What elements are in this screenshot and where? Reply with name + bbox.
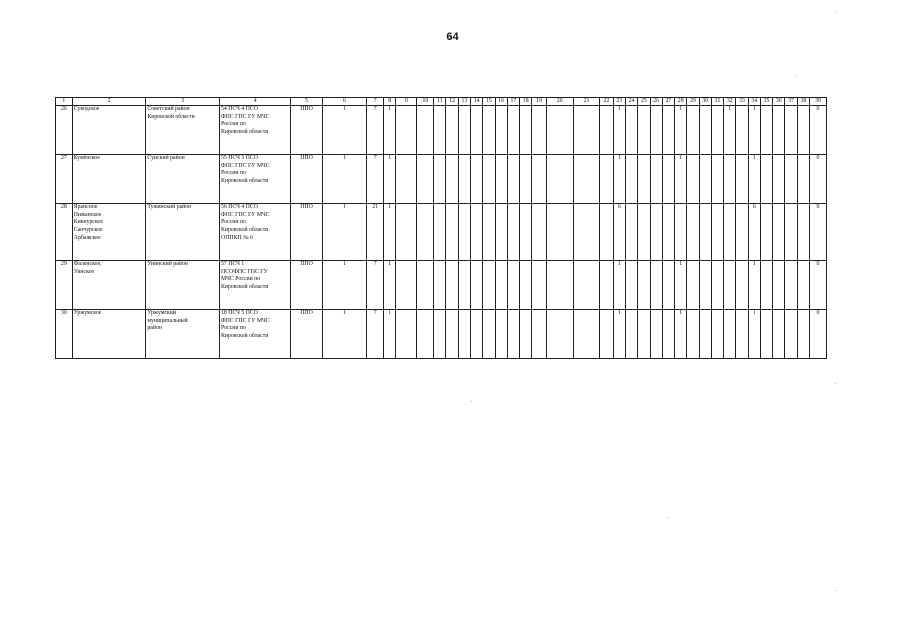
cell-col-18	[520, 310, 532, 359]
cell-col-25	[638, 261, 650, 310]
cell-line: Фаленское,	[73, 261, 102, 267]
cell-col-12	[446, 155, 458, 204]
cell-line: Кумёнское	[73, 155, 100, 161]
cell-line: Уржумский	[147, 310, 176, 316]
column-header-19: 19	[532, 98, 547, 106]
cell-col-24	[626, 204, 638, 261]
column-header-30: 30	[699, 98, 711, 106]
column-header-25: 25	[638, 98, 650, 106]
cell-col-37	[785, 204, 797, 261]
cell-col-36	[773, 155, 785, 204]
table-row	[56, 310, 827, 359]
cell-col-4	[220, 261, 291, 310]
cell-col-24	[626, 310, 638, 359]
page-number: 64	[446, 31, 459, 43]
column-header-15: 15	[483, 98, 495, 106]
cell-col-28: 1	[675, 310, 687, 359]
cell-col-13	[458, 310, 470, 359]
cell-col-39: 0	[809, 261, 826, 310]
column-header-26: 26	[650, 98, 662, 106]
cell-col-39: 0	[809, 204, 826, 261]
cell-col-16	[495, 155, 507, 204]
cell-line: МЧС России по	[221, 276, 261, 283]
cell-col-39: 0	[809, 155, 826, 204]
cell-col-14	[471, 204, 483, 261]
cell-col-34: 6	[748, 204, 760, 261]
column-header-12: 12	[446, 98, 458, 106]
cell-col-17	[507, 261, 519, 310]
column-header-28: 28	[675, 98, 687, 106]
cell-col-33	[736, 310, 748, 359]
cell-col-29	[687, 261, 699, 310]
cell-col-30	[699, 204, 711, 261]
cell-col-21	[573, 155, 600, 204]
cell-col-25	[638, 155, 650, 204]
cell-line: ПСОФПС ГПС ГУ	[221, 268, 268, 275]
column-header-6: 6	[322, 98, 367, 106]
cell-col-1: 29	[56, 261, 73, 310]
cell-col-19	[532, 106, 547, 155]
cell-line: России по	[221, 325, 246, 332]
cell-col-30	[699, 261, 711, 310]
cell-col-31	[711, 261, 723, 310]
cell-col-5: ППО	[291, 155, 322, 204]
column-header-21: 21	[573, 98, 600, 106]
cell-col-36	[773, 204, 785, 261]
cell-col-13	[458, 204, 470, 261]
table-row	[56, 106, 827, 155]
cell-col-38	[797, 310, 809, 359]
cell-col-16	[495, 310, 507, 359]
cell-col-7: 7	[367, 106, 384, 155]
table-row	[56, 204, 827, 261]
column-header-24: 24	[626, 98, 638, 106]
cell-col-10	[417, 204, 434, 261]
cell-col-32	[724, 310, 736, 359]
cell-col-8: 1	[384, 204, 396, 261]
column-header-4: 4	[220, 98, 291, 106]
cell-col-32: 1	[724, 106, 736, 155]
cell-col-18	[520, 204, 532, 261]
cell-col-23: 1	[613, 106, 625, 155]
cell-col-26	[650, 106, 662, 155]
cell-col-12	[446, 261, 458, 310]
cell-col-16	[495, 204, 507, 261]
cell-col-30	[699, 155, 711, 204]
cell-col-25	[638, 204, 650, 261]
cell-line: Санчурское	[73, 226, 103, 233]
cell-col-31	[711, 310, 723, 359]
cell-col-14	[471, 155, 483, 204]
cell-col-38	[797, 106, 809, 155]
cell-col-33	[736, 155, 748, 204]
cell-col-25	[638, 310, 650, 359]
cell-col-2	[72, 310, 146, 359]
cell-col-15	[483, 106, 495, 155]
cell-col-5: ППО	[291, 310, 322, 359]
cell-col-15	[483, 155, 495, 204]
cell-line: России по	[221, 121, 246, 128]
cell-line: Кировской области	[147, 113, 195, 120]
column-header-9: 9	[396, 98, 417, 106]
cell-col-28	[675, 204, 687, 261]
cell-col-4	[220, 310, 291, 359]
cell-col-26	[650, 155, 662, 204]
cell-col-9	[396, 106, 417, 155]
cell-col-7: 7	[367, 155, 384, 204]
cell-col-6: 1	[322, 310, 367, 359]
cell-line: ФПС ГПС ГУ МЧС	[221, 317, 270, 324]
cell-col-20	[546, 106, 573, 155]
column-header-38: 38	[797, 98, 809, 106]
cell-col-34: 1	[748, 310, 760, 359]
cell-col-8: 1	[384, 310, 396, 359]
column-header-11: 11	[434, 98, 446, 106]
cell-col-37	[785, 261, 797, 310]
cell-col-28: 1	[675, 261, 687, 310]
cell-col-12	[446, 106, 458, 155]
cell-col-26	[650, 204, 662, 261]
cell-col-22	[600, 106, 613, 155]
cell-col-19	[532, 204, 547, 261]
cell-col-16	[495, 261, 507, 310]
cell-col-6: 1	[322, 204, 367, 261]
cell-col-23: 6	[613, 204, 625, 261]
cell-col-11	[434, 310, 446, 359]
cell-col-21	[573, 204, 600, 261]
cell-col-19	[532, 155, 547, 204]
column-header-32: 32	[724, 98, 736, 106]
cell-col-27	[662, 106, 674, 155]
cell-col-11	[434, 204, 446, 261]
cell-col-17	[507, 204, 519, 261]
cell-line: Уржумское	[73, 310, 102, 316]
cell-col-38	[797, 204, 809, 261]
header-row	[56, 98, 827, 106]
column-header-31: 31	[711, 98, 723, 106]
column-header-36: 36	[773, 98, 785, 106]
cell-col-21	[573, 310, 600, 359]
column-header-34: 34	[748, 98, 760, 106]
cell-line: Кировской области	[221, 332, 269, 339]
cell-col-14	[471, 106, 483, 155]
cell-col-8: 1	[384, 261, 396, 310]
cell-col-28: 1	[675, 155, 687, 204]
table-row	[56, 155, 827, 204]
cell-col-29	[687, 106, 699, 155]
cell-col-1: 26	[56, 106, 73, 155]
cell-line: Унинский район	[147, 261, 188, 267]
cell-line: Сунский район	[147, 155, 185, 161]
cell-col-29	[687, 310, 699, 359]
cell-line: 18 ПСЧ 5 ПСО	[221, 310, 258, 316]
cell-col-28: 1	[675, 106, 687, 155]
cell-col-20	[546, 310, 573, 359]
cell-col-24	[626, 106, 638, 155]
cell-col-22	[600, 261, 613, 310]
cell-col-29	[687, 204, 699, 261]
cell-line: Суводское	[73, 106, 100, 112]
cell-line: Уинское	[73, 268, 95, 275]
cell-col-35	[760, 106, 772, 155]
cell-col-17	[507, 310, 519, 359]
cell-col-5: ППО	[291, 106, 322, 155]
cell-col-20	[546, 204, 573, 261]
cell-col-23: 1	[613, 155, 625, 204]
cell-col-10	[417, 106, 434, 155]
cell-line: Кикнурское	[73, 219, 104, 226]
cell-line: ФПС ГПС ГУ МЧС	[221, 211, 270, 218]
cell-col-32	[724, 155, 736, 204]
cell-line: ФПС ГПС ГУ МЧС	[221, 162, 270, 169]
cell-col-34: 1	[748, 155, 760, 204]
cell-col-24	[626, 155, 638, 204]
cell-col-13	[458, 155, 470, 204]
cell-col-33	[736, 261, 748, 310]
cell-col-7: 7	[367, 261, 384, 310]
cell-line: муниципальный	[147, 317, 188, 324]
column-header-22: 22	[600, 98, 613, 106]
cell-col-9	[396, 155, 417, 204]
column-header-7: 7	[367, 98, 384, 106]
cell-col-31	[711, 155, 723, 204]
cell-line: Кировской области	[221, 128, 269, 135]
column-header-17: 17	[507, 98, 519, 106]
cell-col-37	[785, 106, 797, 155]
cell-col-8: 1	[384, 106, 396, 155]
cell-col-13	[458, 106, 470, 155]
cell-col-32	[724, 204, 736, 261]
cell-col-25	[638, 106, 650, 155]
cell-col-36	[773, 106, 785, 155]
cell-line: Пижанское	[73, 211, 102, 218]
cell-line: Кировской области	[221, 283, 269, 290]
cell-col-27	[662, 155, 674, 204]
cell-col-27	[662, 310, 674, 359]
cell-col-39: 0	[809, 310, 826, 359]
column-header-27: 27	[662, 98, 674, 106]
column-header-14: 14	[471, 98, 483, 106]
cell-line: Ярансное	[73, 204, 98, 210]
cell-col-37	[785, 310, 797, 359]
cell-line: 57 ПСЧ 1	[221, 261, 245, 267]
column-header-33: 33	[736, 98, 748, 106]
cell-col-34: 1	[748, 106, 760, 155]
cell-line: Тужинский район	[147, 204, 192, 210]
column-header-18: 18	[520, 98, 532, 106]
data-table	[55, 97, 827, 359]
cell-col-35	[760, 261, 772, 310]
cell-col-22	[600, 155, 613, 204]
cell-col-35	[760, 310, 772, 359]
column-header-5: 5	[291, 98, 322, 106]
cell-line: 56 ПСЧ 4 ПСО	[221, 204, 258, 210]
cell-col-35	[760, 204, 772, 261]
cell-col-21	[573, 106, 600, 155]
column-header-16: 16	[495, 98, 507, 106]
cell-col-10	[417, 261, 434, 310]
cell-line: район	[147, 325, 162, 332]
cell-col-12	[446, 310, 458, 359]
cell-col-17	[507, 106, 519, 155]
column-header-20: 20	[546, 98, 573, 106]
cell-col-35	[760, 155, 772, 204]
cell-line: ФПС ГПС ГУ МЧС	[221, 113, 270, 120]
cell-col-38	[797, 261, 809, 310]
cell-line: России по	[221, 219, 246, 226]
cell-col-33	[736, 106, 748, 155]
cell-col-17	[507, 155, 519, 204]
cell-col-5: ППО	[291, 204, 322, 261]
cell-col-1: 27	[56, 155, 73, 204]
column-header-3: 3	[146, 98, 220, 106]
cell-col-21	[573, 261, 600, 310]
cell-col-19	[532, 261, 547, 310]
cell-col-24	[626, 261, 638, 310]
cell-col-1: 30	[56, 310, 73, 359]
column-header-29: 29	[687, 98, 699, 106]
column-header-39: 39	[809, 98, 826, 106]
cell-line: Кировской области	[221, 226, 269, 233]
cell-col-11	[434, 106, 446, 155]
cell-col-14	[471, 310, 483, 359]
cell-col-6: 1	[322, 261, 367, 310]
cell-col-31	[711, 106, 723, 155]
cell-col-3	[146, 204, 220, 261]
cell-col-18	[520, 106, 532, 155]
cell-col-2	[72, 155, 146, 204]
cell-col-30	[699, 106, 711, 155]
cell-col-31	[711, 204, 723, 261]
cell-col-18	[520, 155, 532, 204]
cell-col-5: ППО	[291, 261, 322, 310]
cell-col-14	[471, 261, 483, 310]
cell-col-23: 1	[613, 261, 625, 310]
cell-line: России по	[221, 170, 246, 177]
cell-col-2	[72, 106, 146, 155]
cell-col-8: 1	[384, 155, 396, 204]
cell-col-10	[417, 310, 434, 359]
cell-line: Кировской области	[221, 177, 269, 184]
column-header-13: 13	[458, 98, 470, 106]
cell-col-22	[600, 204, 613, 261]
cell-col-4	[220, 106, 291, 155]
cell-col-37	[785, 155, 797, 204]
cell-col-3	[146, 106, 220, 155]
cell-line: 55 ПСЧ 5 ПСО	[221, 155, 258, 161]
cell-col-1: 28	[56, 204, 73, 261]
cell-col-7: 21	[367, 204, 384, 261]
cell-col-20	[546, 155, 573, 204]
cell-col-9	[396, 261, 417, 310]
cell-col-4	[220, 155, 291, 204]
cell-col-2	[72, 204, 146, 261]
cell-col-29	[687, 155, 699, 204]
cell-col-9	[396, 310, 417, 359]
cell-col-3	[146, 261, 220, 310]
column-header-2: 2	[72, 98, 146, 106]
cell-col-26	[650, 261, 662, 310]
column-header-8: 8	[384, 98, 396, 106]
cell-line: ОППКП № 6	[221, 234, 253, 241]
cell-col-13	[458, 261, 470, 310]
cell-col-9	[396, 204, 417, 261]
cell-col-30	[699, 310, 711, 359]
cell-col-22	[600, 310, 613, 359]
cell-col-10	[417, 155, 434, 204]
cell-col-18	[520, 261, 532, 310]
cell-col-6: 1	[322, 155, 367, 204]
cell-col-11	[434, 155, 446, 204]
cell-col-27	[662, 261, 674, 310]
cell-col-33	[736, 204, 748, 261]
cell-col-32	[724, 261, 736, 310]
cell-col-16	[495, 106, 507, 155]
cell-col-3	[146, 310, 220, 359]
cell-col-23: 1	[613, 310, 625, 359]
cell-col-36	[773, 310, 785, 359]
cell-col-26	[650, 310, 662, 359]
cell-col-12	[446, 204, 458, 261]
cell-col-27	[662, 204, 674, 261]
column-header-10: 10	[417, 98, 434, 106]
cell-col-3	[146, 155, 220, 204]
cell-col-15	[483, 204, 495, 261]
cell-col-39: 0	[809, 106, 826, 155]
cell-col-6: 1	[322, 106, 367, 155]
column-header-37: 37	[785, 98, 797, 106]
cell-line: Советский район	[147, 106, 190, 112]
cell-col-19	[532, 310, 547, 359]
column-header-23: 23	[613, 98, 625, 106]
cell-line: 54 ПСЧ 4 ПСО	[221, 106, 258, 112]
cell-col-34: 1	[748, 261, 760, 310]
cell-col-4	[220, 204, 291, 261]
cell-col-36	[773, 261, 785, 310]
cell-col-38	[797, 155, 809, 204]
cell-col-15	[483, 310, 495, 359]
table-row	[56, 261, 827, 310]
cell-col-11	[434, 261, 446, 310]
cell-col-2	[72, 261, 146, 310]
cell-col-7: 7	[367, 310, 384, 359]
column-header-1: 1	[56, 98, 73, 106]
cell-col-15	[483, 261, 495, 310]
cell-col-20	[546, 261, 573, 310]
column-header-35: 35	[760, 98, 772, 106]
cell-line: Арбажское	[73, 234, 101, 241]
